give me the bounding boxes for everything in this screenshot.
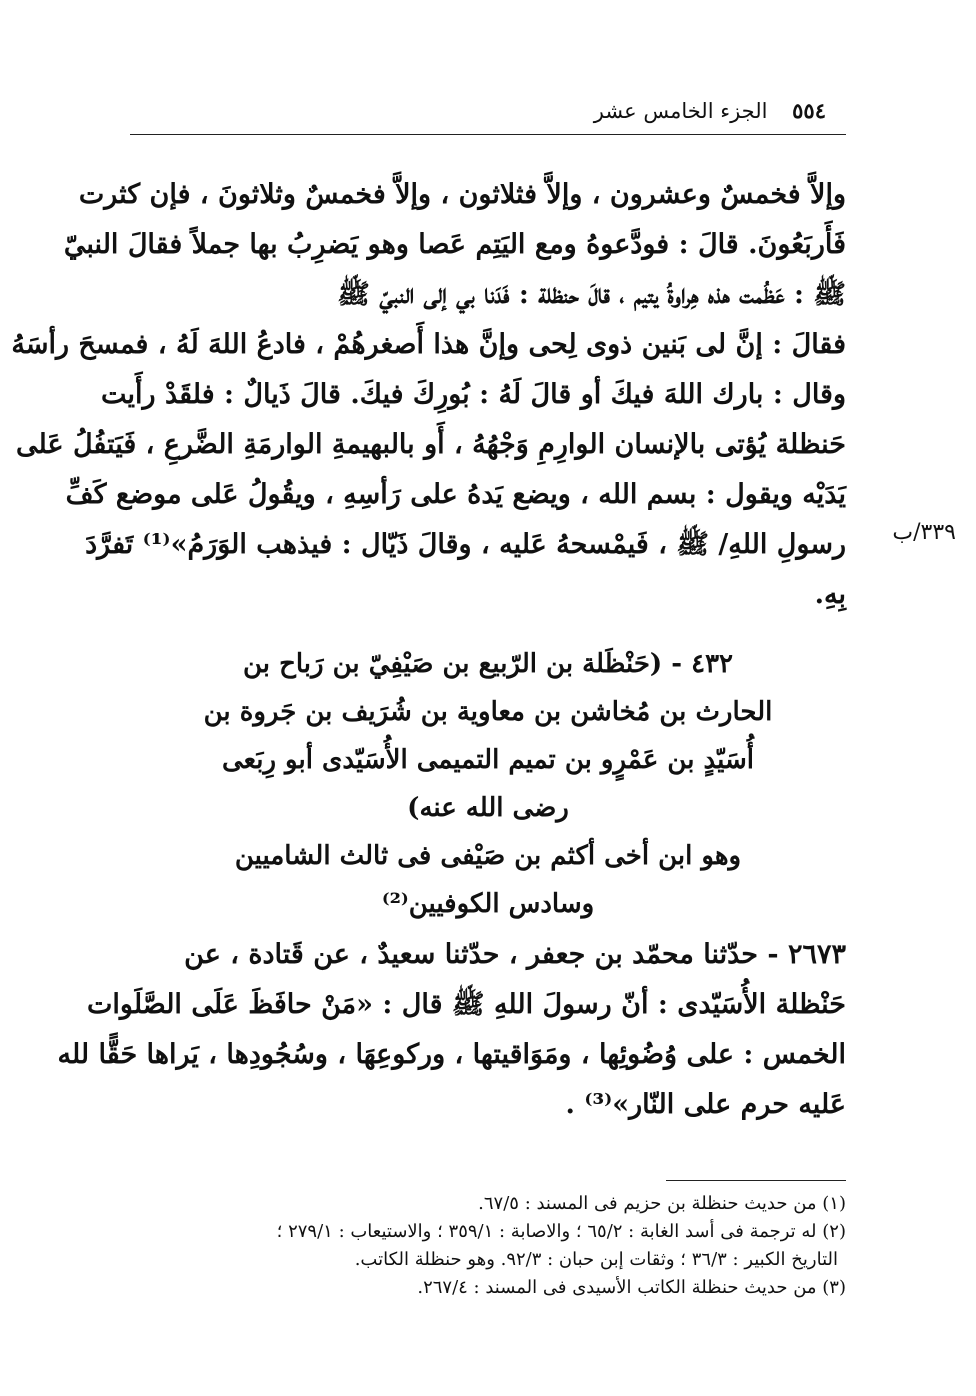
paragraph-hadith-2673 xyxy=(57,930,846,1130)
footnote-rule xyxy=(666,1180,846,1181)
heading-line: وسادس الكوفيين⁽²⁾ xyxy=(381,889,595,919)
text-line: عَليه حرم على النّار»⁽³⁾ . xyxy=(565,1089,846,1120)
text-line: ٢٦٧٣ - حدّثنا محمّد بن جعفر ، حدّثنا سعيدٌ ، عن قَتادة ، عن xyxy=(184,939,846,970)
page-number: ٥٥٤ xyxy=(792,98,826,123)
text-line: رسولِ اللهِ/ ﷺ ، فَيمْسحهُ عَليه ، وقالَ ذَيّال : فيذهب الوَرَمُ»⁽¹⁾ تَفرَّدَ xyxy=(85,529,846,560)
running-title: الجزء الخامس عشر xyxy=(593,99,768,123)
text-line: وقال : بارك اللهَ فيكَ أو قالَ لَهُ : بُورِكَ فيكَ. قالَ ذَيالٌ : فلقَدْ رأَيت xyxy=(100,379,846,410)
header-rule xyxy=(130,134,846,135)
heading-line: ٤٣٢ - (حَنْظَلة بن الرّبيع بن صَيْفِيّ بن رَباح بن xyxy=(242,649,734,679)
footnotes xyxy=(130,1190,846,1302)
running-head xyxy=(130,98,826,132)
text-line: يَدَيْه ويقول : بسم الله ، ويضع يَدهُ على رَأسِهِ ، ويقُولُ عَلى موضع كَفِّ xyxy=(65,479,846,510)
heading-line: الحارث بن مُخاشن بن معاوية بن شُرَيف بن جَروة بن xyxy=(203,697,773,727)
heading-line: أُسَيّدٍ بن عَمْرٍو بن تميم التميمى الأُسَيّدى أبو رِبَعى xyxy=(222,745,754,775)
text-line: حَنْظلة الأُسَيّدى : أنّ رسولَ اللهِ ﷺ قال : «مَنْ حافَظَ عَلَى الصَّلَوات xyxy=(86,989,846,1020)
text-line: ﷺ : عَظُمت هذه هِراوةُ يتيم ، قالَ حنظلة : فَدَنا بي إلى النبيّ ﷺ xyxy=(337,279,846,310)
footnote: (٣) من حديث حنظلة الكاتب الأسيدى فى المسند : ٢٦٧/٤. xyxy=(417,1277,846,1298)
footnote-continuation: التاريخ الكبير : ٣٦/٣ ؛ وثقات إبن حبان : ٩٢/٣. وهو حنظلة الكاتب. xyxy=(354,1249,838,1270)
text-line: فَأَربَعُونَ. قالَ : فودَّعوهُ ومع اليَتِم عَصا وهو يَضرِبُ بها جملاً فقالَ النبيّ xyxy=(63,229,846,260)
text-line: حَنظلة يُؤتى بالإنسان الوارِمِ وَجْهُهُ ، أَو بالبهيمةِ الوارمَةِ الضَّرعِ ، فَيَتفُلُ عَلى xyxy=(16,429,846,460)
section-heading xyxy=(130,640,846,928)
margin-folio-note: ٣٣٩/ب xyxy=(892,520,956,545)
heading-line: رضى الله عنه) xyxy=(407,793,569,823)
footnote: (١) من حديث حنظلة بن حزيم فى المسند : ٦٧/٥. xyxy=(478,1193,846,1214)
text-line: فقالَ : إنَّ لى بَنين ذوى لِحى وإنَّ هذا أَصغرهُمْ ، فادعُ اللهَ لَهُ ، فمسحَ رأسَهُ xyxy=(11,329,846,360)
text-line: الخمس : على وُضُوئِها ، ومَوَاقيتها ، وركوعِهَا ، وسُجُودِها ، يَراها حَقًّا لله xyxy=(57,1039,846,1070)
paragraph-hadith-continuation xyxy=(11,170,846,620)
heading-line: وهو ابن أخى أكثم بن صَيْفى فى ثالث الشاميين xyxy=(234,841,742,871)
text-line: وإلاَّ فخمسٌ وعشرون ، وإلاَّ فثلاثون ، وإلاَّ فخمسٌ وثلاثونَ ، فإن كثرت xyxy=(78,179,846,210)
footnote: (٢) له ترجمة فى أسد الغابة : ٦٥/٢ ؛ والاصابة : ٣٥٩/١ ؛ والاستيعاب : ٢٧٩/١ ؛ xyxy=(276,1221,846,1242)
text-line: بِهِ. xyxy=(814,579,846,610)
